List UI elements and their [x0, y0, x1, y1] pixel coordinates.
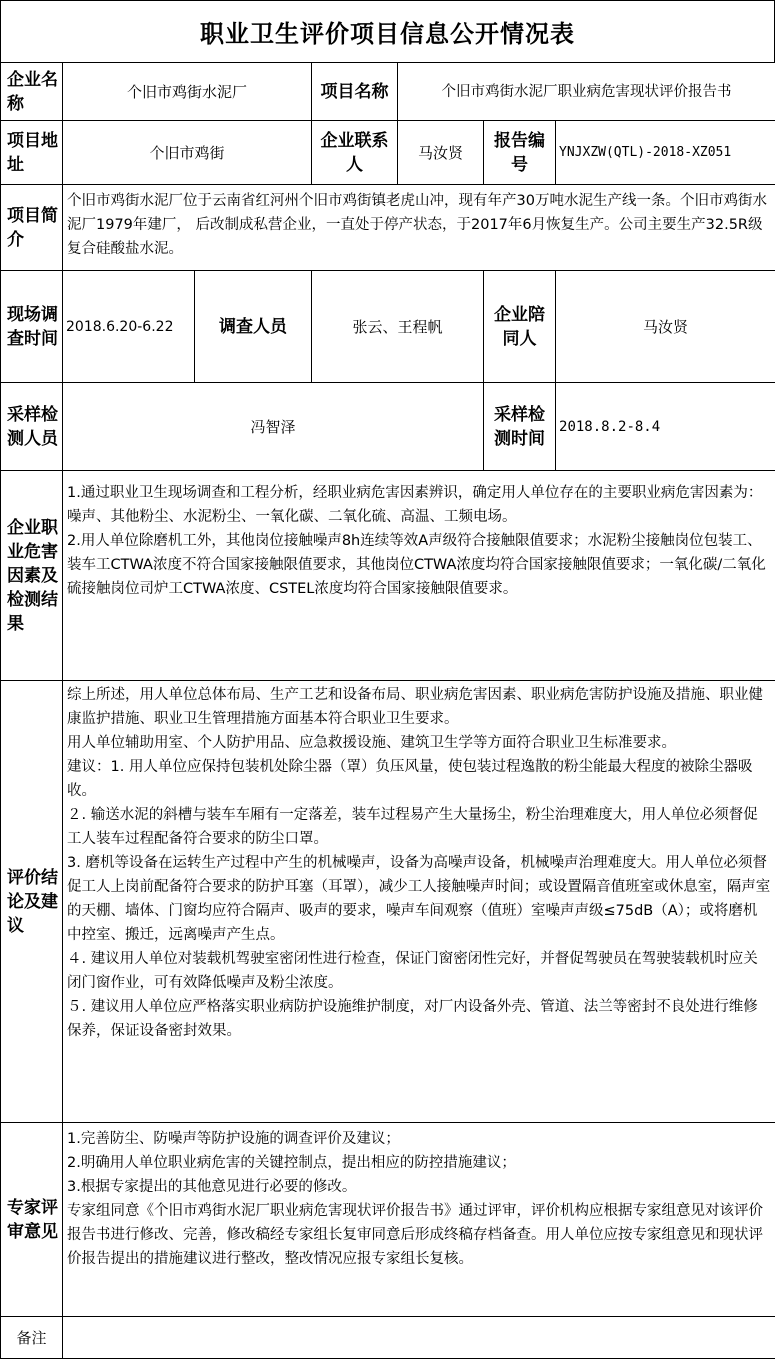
conclusion-label: 评价结论及建议	[1, 681, 63, 1123]
conclusion-paragraph: ４. 建议用人单位对装载机驾驶室密闭性进行检查，保证门窗密闭性完好，并督促驾驶员在驾驶装载机时应关闭门窗作业，可有效降低噪声及粉尘浓度。	[67, 951, 758, 991]
project-name-label: 项目名称	[312, 63, 398, 121]
expert-label: 专家评审意见	[1, 1123, 63, 1317]
row-expert	[1, 1123, 775, 1317]
conclusion-content	[63, 681, 775, 1123]
conclusion-paragraph: 用人单位辅助用室、个人防护用品、应急救援设施、建筑卫生学等方面符合职业卫生标准要求。	[67, 735, 676, 751]
project-address-value: 个旧市鸡街	[63, 121, 312, 185]
investigators-value: 张云、王程帆	[312, 271, 484, 383]
hazard-label: 企业职业危害因素及检测结果	[1, 471, 63, 681]
escort-label: 企业陪同人	[484, 271, 556, 383]
row-conclusion	[1, 681, 775, 1123]
conclusion-paragraph: ２. 输送水泥的斜槽与装车车厢有一定落差，装车过程易产生大量扬尘，粉尘治理难度大，用人单位必须督促工人装车过程配备符合要求的防尘口罩。	[67, 807, 758, 847]
hazard-paragraph: 2.用人单位除磨机工外，其他岗位接触噪声8h连续等效A声级符合接触限值要求；水泥粉尘接触岗位包装工、装车工CTWA浓度不符合国家接触限值要求，其他岗位CTWA浓度均符合国家接触限值要求；一氧化碳/二氧化硫接触岗位司炉工CTWA浓度、CSTEL浓度均符合国家接触限值要求。	[67, 533, 766, 597]
project-address-label: 项目地址	[1, 121, 63, 185]
company-contact-label: 企业联系人	[312, 121, 398, 185]
remarks-value	[63, 1317, 775, 1359]
company-name-value: 个旧市鸡街水泥厂	[63, 63, 312, 121]
sampling-time-label: 采样检测时间	[484, 383, 556, 471]
project-intro-value: 个旧市鸡街水泥厂位于云南省红河州个旧市鸡街镇老虎山冲，现有年产30万吨水泥生产线一条。个旧市鸡街水泥厂1979年建厂， 后改制成私营企业，一直处于停产状态，于2017年6月恢复生产。公司主要生产32.5R级复合硅酸盐水泥。	[63, 185, 775, 271]
info-table	[0, 62, 775, 1359]
row-company-name	[1, 63, 775, 121]
report-no-value: YNJXZW(QTL)-2018-XZ051	[556, 121, 775, 185]
hazard-content	[63, 471, 775, 681]
investigators-label: 调查人员	[195, 271, 312, 383]
survey-time-label: 现场调查时间	[1, 271, 63, 383]
escort-value: 马汝贤	[556, 271, 775, 383]
expert-paragraph: 3.根据专家提出的其他意见进行必要的修改。	[67, 1179, 357, 1195]
row-hazard	[1, 471, 775, 681]
report-no-label: 报告编号	[484, 121, 556, 185]
sampling-time-value: 2018.8.2-8.4	[556, 383, 775, 471]
conclusion-paragraph: 3. 磨机等设备在运转生产过程中产生的机械噪声，设备为高噪声设备，机械噪声治理难度大。用人单位必须督促工人上岗前配备符合要求的防护耳塞（耳罩），减少工人接触噪声时间；或设置隔音值班室或休息室，隔声室的天棚、墙体、门窗均应符合隔声、吸声的要求，噪声车间观察（值班）室噪声声级≤75dB（A）；或将磨机中控室、搬迁，远离噪声产生点。	[67, 855, 771, 943]
row-survey	[1, 271, 775, 383]
hazard-paragraph: 1.通过职业卫生现场调查和工程分析，经职业病危害因素辨识，确定用人单位存在的主要职业病危害因素为：噪声、其他粉尘、水泥粉尘、一氧化碳、二氧化硫、高温、工频电场。	[67, 485, 763, 525]
survey-time-value: 2018.6.20-6.22	[63, 271, 195, 383]
sampling-staff-label: 采样检测人员	[1, 383, 63, 471]
conclusion-paragraph: ５. 建议用人单位应严格落实职业病防护设施维护制度，对厂内设备外壳、管道、法兰等密封不良处进行维修保养，保证设备密封效果。	[67, 999, 758, 1039]
row-sampling	[1, 383, 775, 471]
expert-paragraph: 专家组同意《个旧市鸡街水泥厂职业病危害现状评价报告书》通过评审，评价机构应根据专家组意见对该评价报告书进行修改、完善，修改稿经专家组长复审同意后形成终稿存档备查。用人单位应按专家组意见和现状评价报告提出的措施建议进行整改，整改情况应报专家组长复核。	[67, 1203, 763, 1267]
company-contact-value: 马汝贤	[398, 121, 484, 185]
project-name-value: 个旧市鸡街水泥厂职业病危害现状评价报告书	[398, 63, 775, 121]
page-title: 职业卫生评价项目信息公开情况表	[0, 0, 775, 62]
expert-paragraph: 2.明确用人单位职业病危害的关键控制点，提出相应的防控措施建议；	[67, 1155, 516, 1171]
sampling-staff-value: 冯智泽	[63, 383, 484, 471]
row-project-address	[1, 121, 775, 185]
conclusion-paragraph: 建议：1. 用人单位应保持包装机处除尘器（罩）负压风量，使包装过程逸散的粉尘能最大程度的被除尘器吸收。	[67, 759, 753, 799]
expert-paragraph: 1.完善防尘、防噪声等防护设施的调查评价及建议；	[67, 1131, 400, 1147]
row-remarks	[1, 1317, 775, 1359]
conclusion-paragraph: 综上所述，用人单位总体布局、生产工艺和设备布局、职业病危害因素、职业病危害防护设施及措施、职业健康监护措施、职业卫生管理措施方面基本符合职业卫生要求。	[67, 687, 763, 727]
company-name-label: 企业名称	[1, 63, 63, 121]
project-intro-label: 项目简介	[1, 185, 63, 271]
remarks-label: 备注	[1, 1317, 63, 1359]
row-project-intro	[1, 185, 775, 271]
expert-content	[63, 1123, 775, 1317]
